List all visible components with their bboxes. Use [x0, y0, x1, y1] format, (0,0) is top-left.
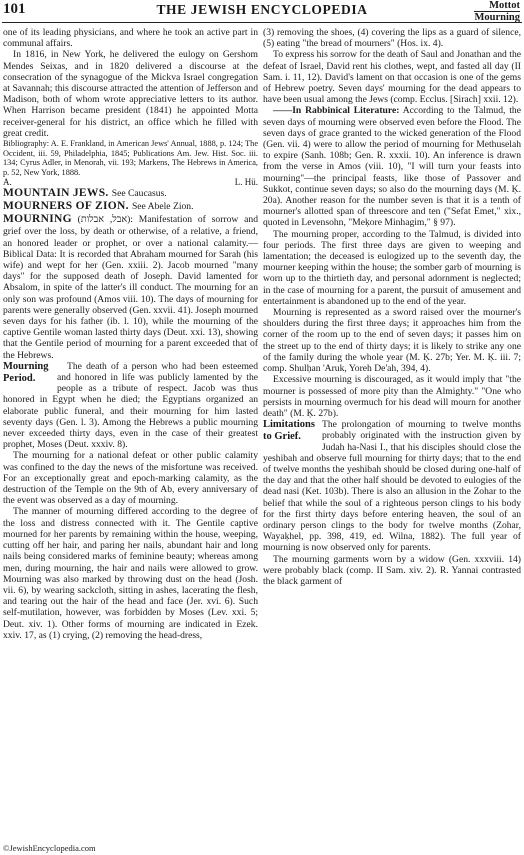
signature — [3, 177, 258, 187]
page-number: 101 — [3, 1, 26, 17]
footer-copyright: ©JewishEncyclopedia.com — [3, 843, 96, 853]
signature-left: A. — [3, 177, 12, 188]
paragraph-mourning-garments: The mourning garments worn by a widow (Gen. xxxviii. 14) were probably black (comp. II Sam. xiv. 2). R. Yannai contrasted the black garment of — [263, 553, 521, 587]
paragraph-national-calamity: The mourning for a national defeat or other public calamity was confined to the day the news of the misfortune was received. For an exceptionally great and epoch-marking calamity, as the destruction of the Temple on the 9th of Ab, every anniversary of the event was observed as a day of mourning. — [3, 450, 258, 507]
signature-right: L. Hü. — [234, 177, 258, 188]
entry-title-mourning: MOURNING — [3, 213, 72, 226]
header-rule — [2, 22, 522, 23]
running-head-last: Mourning — [474, 12, 520, 23]
mourning-intro-text: Manifestation of sorrow and grief over the loss, by death or otherwise, of a relative, a friend, an honored leader or prophet, or over a national calamity.—Biblical Data: It is recorded that Abraham mourned for Sarah (his wife) and wept for her (Gen. xxiii. 2). Jacob mourned "many days" for the supposed death of Joseph. David lamented for Absalom, in spite of the latter's ill conduct. The mourning for an only son was profound (Amos viii. 10). The days of mourning for parents were generally observed (Gen. xxvii. 41). Joseph mourned seven days for his father (ib. l. 10), while the mourning of the captive Gentile woman lasted thirty days (Deut. xxi. 13), showing that the Gentile period of mourning for a parent exceeded that of the Hebrews. — [3, 214, 258, 361]
entry-title-mourners-of-zion: MOURNERS OF ZION. — [3, 200, 129, 213]
section-heading-rabbinical: ——In Rabbinical Literature: — [273, 105, 400, 117]
left-column — [3, 27, 258, 641]
entry-mourners-of-zion — [3, 200, 258, 213]
entry-title-mountain-jews: MOUNTAIN JEWS. — [3, 187, 109, 200]
entry-mourning — [3, 213, 258, 360]
paragraph-david-saul: To express his sorrow for the death of Saul and Jonathan and the defeat of Israel, David rent his clothes, wept, and fasted all day (II Sam. i. 11, 12). David's lament on that occasion is one of the gems of Hebrew poetry. Seven days' mourning for the dead appears to have been usual among the Jews (comp. Ecclus. [Sirach] xxii. 12). — [263, 49, 521, 106]
entry-mountain-jews — [3, 187, 258, 200]
hebrew-term: (אבל, אבלות): — [77, 214, 133, 226]
side-heading-mourning-period: Mourning Period. — [3, 360, 49, 384]
cross-reference-caucasus[interactable]: See Caucasus. — [111, 188, 167, 200]
paragraph-four-periods: The mourning proper, according to the Talmud, is divided into four periods. The first three days are given to weeping and lamentation; the deceased is eulogized up to the seventh day, the mourner keeping within the house; the somber garb of mourning is worn up to the thirtieth day, and personal adornment is neglected; in the case of mourning for a parent, the pursuit of amusement and entertainment is abandoned up to the end of the year. — [263, 228, 521, 307]
cross-reference-abele-zion[interactable]: See Abele Zion. — [131, 201, 194, 213]
section-rabbinical-literature — [263, 105, 521, 228]
bibliography: Bibliography: A. E. Frankland, in American Jews' Annual, 1888, p. 124; The Occident, iii. 59, Philadelphia, 1845; Publications Am. Jew. Hist. Soc. iii. 134; Cyrus Adler, in Menorah, vii. 193; Markens, The Hebrews in America, p. 52, New York, 1888. — [3, 139, 258, 177]
paragraph-manner-of-mourning: The manner of mourning differed according to the degree of the loss and distress connected with it. The Gentile captive mourned for her parents by remaining within the house, weeping, cutting off her hair, and paring her nails, abundant hair and long nails being considered marks of feminine beauty; whereas among men, during mourning, the hair and nails were allowed to grow. Mourning was also marked by throwing dust on the head (Josh. vii. 6), by wearing sackcloth, sitting in ashes, lacerating the flesh, and tearing out the hair of the head and face (Jer. xvi. 6). Such self-mutilation, however, was forbidden by Moses (Lev. xxi. 5; Deut. xiv. 1). Other forms of mourning are indicated in Ezek. xxiv. 17, as (1) crying, (2) removing the head-dress, — [3, 506, 258, 641]
paragraph-motta-career: In 1816, in New York, he delivered the eulogy on Gershom Mendes Seixas, and in 1820 delivered a discourse at the consecration of the synagogue of the Mickva Israel congregation at Savannah; this discourse attracted the attention of Jefferson and Madison, both of whom wrote appreciative letters to its author. When Harrison became president (1841) he appointed Motta receiver-general for his district, an office which he filled with great credit. — [3, 49, 258, 139]
paragraph-continued: (3) removing the shoes, (4) covering the lips as a guard of silence, (5) eating "the bread of mourners" (Hos. ix. 4). — [263, 27, 521, 50]
rabbinical-text: According to the Talmud, the seven days of mourning were observed even before the Flood. The seven days of grace granted to the wicked generation of the Flood (Gen. vii. 4) were to allow the period of mourning for Methuselah to expire (Sanh. 108b; Gen. R. xxxii. 10). An inference is drawn from the verse in Amos (viii. 10), "I will turn your feasts into mourning"—the principal feasts, like those of Passover and Sukkot, continue seven days; so also do the mourning days (M. Ḳ. 20a). Another reason for the number seven is that it is a tenth of mourner's allotted span of threescore and ten ("Sefat Emet," xix., quoted in Levensohn, "Meḳore Minhagim," § 97). — [263, 105, 521, 229]
running-head-first: Mottot — [474, 0, 520, 12]
page-header — [0, 0, 524, 22]
right-column — [263, 27, 521, 587]
side-heading-limitations: Limitations to Grief. — [263, 419, 315, 443]
paragraph-twelve-months: The prolongation of mourning to twelve months probably originated with the instruction given by Judah ha-Nasi I., that his disciples should close the yeshibah and observe full mourning for thirty days; that to the end of twelve months the yeshibah should be closed during one-half of the day and that the other half should be devoted to eulogies of the dead nasi (Ket. 103b). There is also an allusion in the Zohar to the belief that while the soul of a righteous person clings to his body for the first thirty days before entering heaven, the soul of an ordinary person clings to the body for twelve months (Zohar, Wayaḳhel, pp. 398, 419, ed. Wilna, 1882). The full year of mourning is now observed only for parents. — [263, 419, 521, 554]
running-head — [474, 0, 520, 23]
paragraph-excessive-mourning: Excessive mourning is discouraged, as it would imply that "the mourner is possessed of more pity than the Almighty." "One who persists in mourning overmuch for his dead will mourn for another death" (M. Ḳ. 27b). — [263, 374, 521, 419]
paragraph-sword: Mourning is represented as a sword raised over the mourner's shoulders during the first three days; it approaches him from the corner of the room up to the end of seven days; it passes him on the street up to the end of thirty days; it is likely to strike any one of the family during the whole year (M. Ḳ. 27b; Yer. M. Ḳ. iii. 7; comp. Shulḥan 'Aruk, Yoreh De'ah, 394, 4). — [263, 307, 521, 375]
running-title: THE JEWISH ENCYCLOPEDIA — [156, 2, 368, 17]
paragraph-public-mourning: The death of a person who had been esteemed and honored in life was publicly lamented by the people as a tribute of respect. Jacob was thus honored in Egypt when he died; the Egyptians organized an elaborate public funeral, and their mourning for him lasted seventy days (Gen. l. 3). Among the Hebrews a public mourning never exceeded thirty days, even in the case of their greatest prophet, Moses (Deut. xxxiv. 8). — [3, 360, 258, 451]
paragraph-motta-end: one of its leading physicians, and where he took an active part in communal affairs. — [3, 27, 258, 50]
